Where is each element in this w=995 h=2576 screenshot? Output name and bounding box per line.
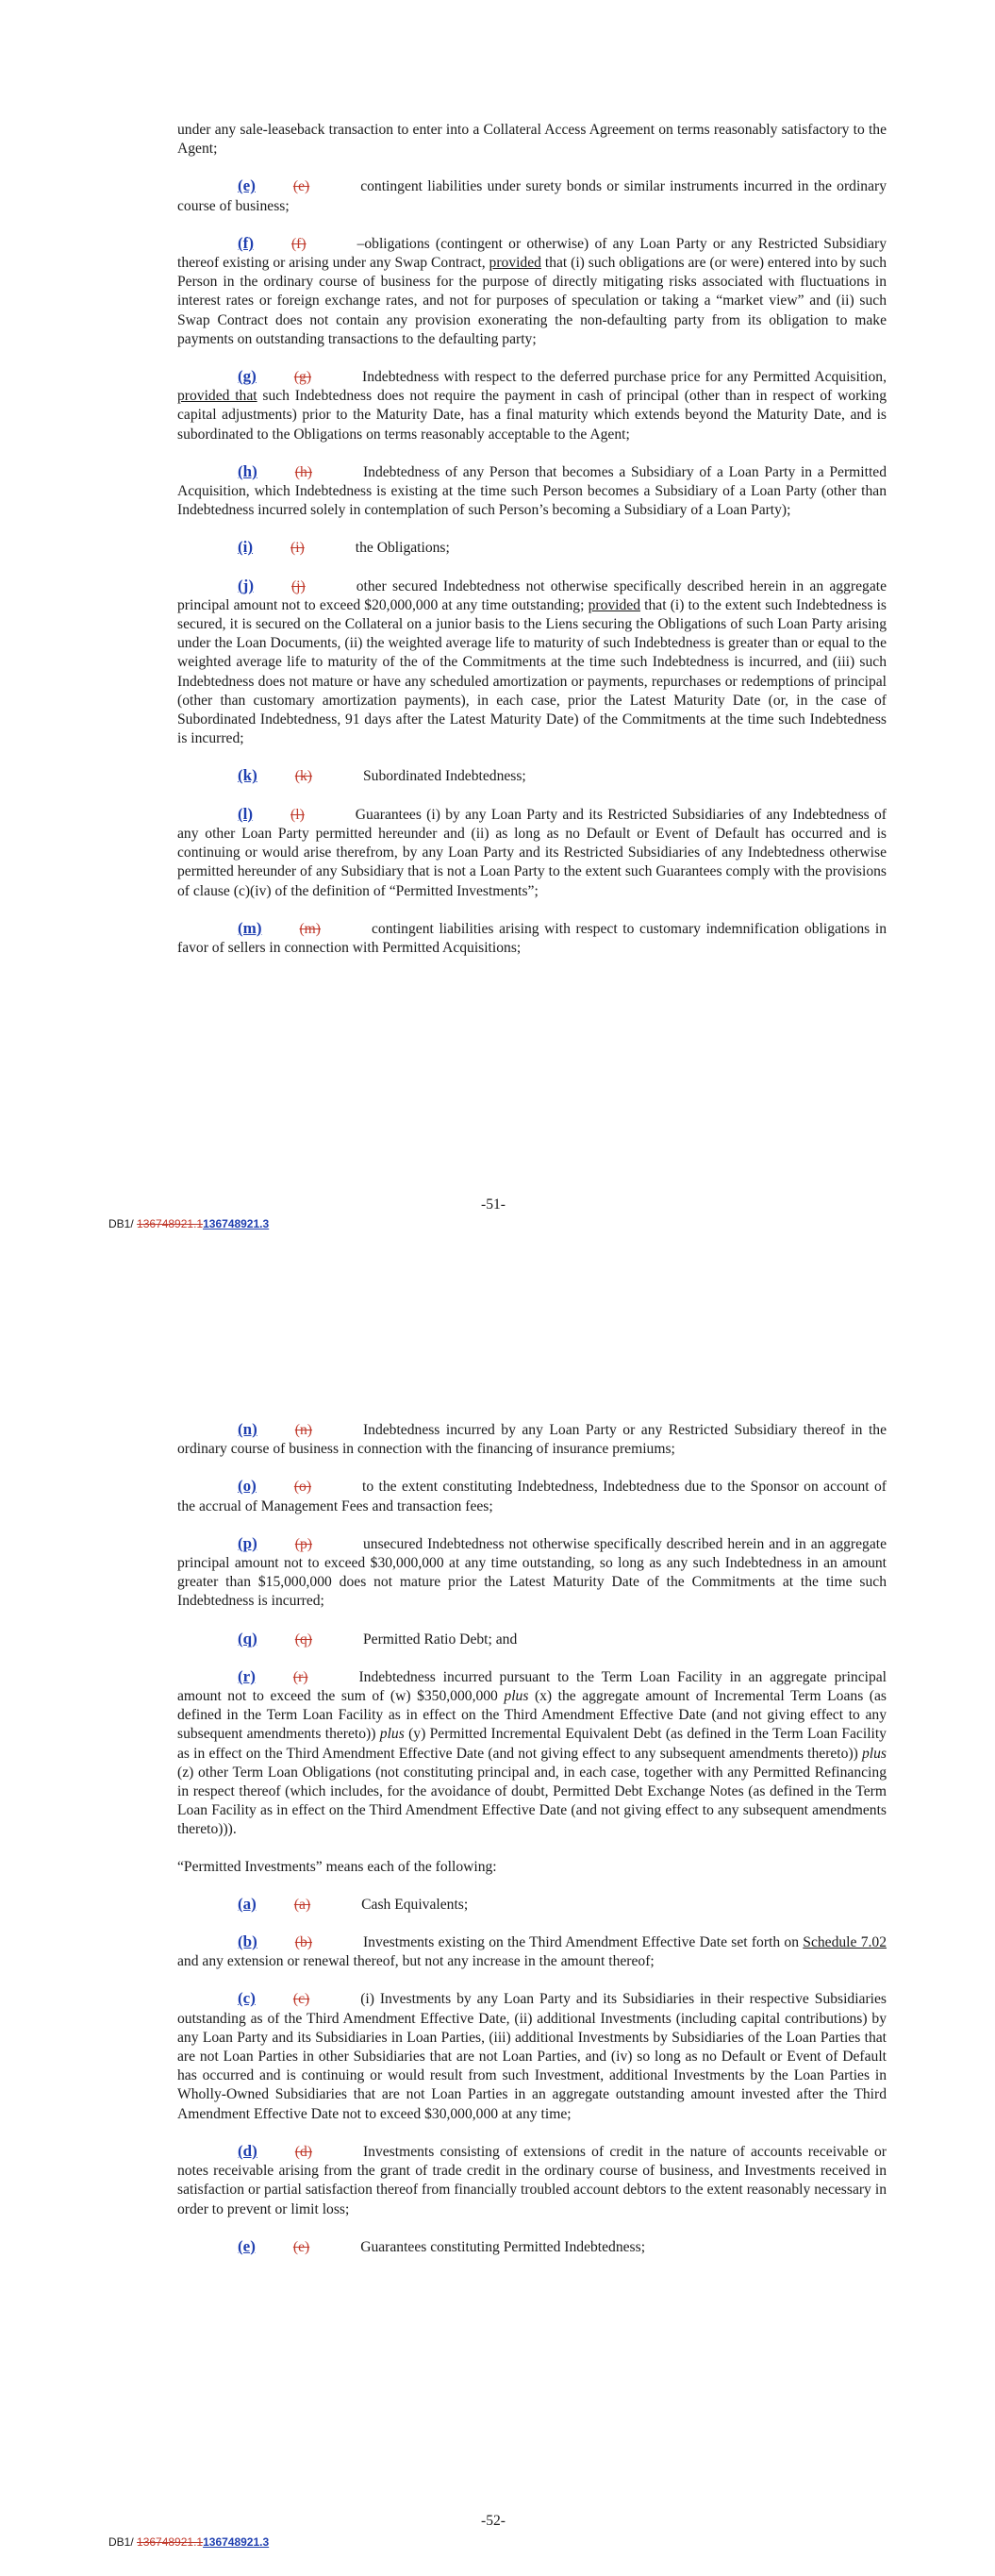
deleted-label: (j): [290, 577, 306, 594]
document-id-footer: [108, 1217, 269, 1230]
clause-text: Indebtedness of any Person that becomes a Subsidiary of a Loan Party in a Permitted Acquisition, which Indebtedness is existing at the time such Person becomes a Subsidiary of a Loan Party (other than Indebtedness incurred solely in contemplation of such Person’s becoming a Subsidiary of a Loan Party);: [177, 463, 887, 519]
clause-text: the Obligations;: [355, 540, 450, 557]
clause-text: Indebtedness incurred by any Loan Party or any Restricted Subsidiary thereof in the ordinary course of business in connection with the financing of insurance premiums;: [177, 1422, 887, 1458]
underlined-term: provided: [489, 255, 541, 272]
inserted-label: (p): [238, 1533, 257, 1552]
clause-text: Investments existing on the Third Amendment Effective Date set forth on: [362, 1934, 804, 1951]
clause-j: [177, 577, 887, 749]
investment-clause-a: [177, 1895, 887, 1915]
inserted-label: (q): [238, 1629, 257, 1648]
document-page-52: [0, 1250, 995, 2576]
clause-text: Indebtedness incurred pursuant to the Term Loan Facility in an aggregate principal amount not to exceed the sum of (w) $350,000,000: [177, 1668, 887, 1705]
deleted-label: (b): [294, 1934, 312, 1951]
deleted-label: (i): [290, 540, 305, 557]
clause-m: [177, 919, 887, 958]
inserted-label: (b): [238, 1932, 257, 1951]
clause-r: [177, 1667, 887, 1840]
italic-term: plus: [379, 1726, 405, 1743]
clause-text: Subordinated Indebtedness;: [362, 768, 526, 785]
underlined-term: provided that: [177, 388, 257, 405]
deleted-label: (e): [292, 2238, 310, 2255]
clause-e: [177, 176, 887, 215]
clause-text-4: (z) other Term Loan Obligations (not constituting principal and, in each case, together with any Permitted Refinancing in respect thereof (which includes, for the avoidance of doubt, Permitted Debt Exchange Notes (as defined in the Term Loan Facility as in effect on the Third Amendment Effective Date (and not giving effect to any subsequent amendments thereto))).: [177, 1764, 887, 1838]
inserted-label: (m): [238, 918, 262, 937]
clause-p: [177, 1534, 887, 1612]
inserted-label: (l): [238, 804, 254, 823]
page-52-body: [177, 1420, 887, 2275]
deleted-label: (p): [294, 1535, 312, 1552]
deleted-label: (l): [290, 806, 305, 823]
clause-text: to the extent constituting Indebtedness, Indebtedness due to the Sponsor on account of the accrual of Management Fees and transaction fees;: [177, 1479, 887, 1514]
doc-prefix: DB1/: [108, 1217, 138, 1230]
deleted-label: (m): [299, 920, 321, 937]
inserted-label: (d): [238, 2141, 257, 2160]
clause-text: Guarantees (i) by any Loan Party and its Restricted Subsidiaries of any Indebtedness of any other Loan Party permitted hereunder and (ii) as long as no Default or Event of Default has occurred and is continuing or would arise therefrom, by any Loan Party and its Restricted Subsidiaries of any Indebtedness otherwise permitted hereunder of any Subsidiary that is not a Loan Party to the extent such Guarantees comply with the provisions of clause (c)(iv) of the definition of “Permitted Investments”;: [177, 806, 887, 899]
document-page-51: [0, 0, 995, 1250]
clause-text: unsecured Indebtedness not otherwise specifically described herein and in an aggregate principal amount not to exceed $30,000,000 at any time outstanding, so long as any such Indebtedness in an amount greater than $15,000,000 does not mature prior the Latest Maturity Date of the Commitments at the time such Indebtedness is incurred;: [177, 1535, 887, 1610]
clause-q: [177, 1630, 887, 1649]
clause-g: [177, 367, 887, 444]
clause-text: Guarantees constituting Permitted Indebtedness;: [360, 2238, 646, 2255]
inserted-label: (j): [238, 576, 254, 594]
clause-h: [177, 462, 887, 521]
clause-text: contingent liabilities arising with respect to customary indemnification obligations in favor of sellers in connection with Permitted Acquisitions;: [177, 920, 887, 956]
deleted-label: (o): [293, 1479, 312, 1496]
new-doc-id: 136748921.3: [203, 1217, 270, 1230]
inserted-label: (i): [238, 538, 254, 557]
inserted-label: (o): [238, 1477, 257, 1496]
permitted-investments-definition: “Permitted Investments” means each of the following:: [177, 1858, 497, 1875]
italic-term: plus: [862, 1745, 887, 1762]
clause-k: [177, 766, 887, 786]
inserted-label: (e): [238, 176, 256, 195]
old-doc-id: 136748921.1: [137, 2535, 204, 2549]
deleted-label: (a): [293, 1896, 311, 1913]
clause-text-continued: and any extension or renewal thereof, but not any increase in the amount thereof;: [177, 1953, 655, 1970]
inserted-label: (e): [238, 2236, 256, 2255]
clause-o: [177, 1477, 887, 1515]
inserted-label: (c): [238, 1989, 256, 2008]
inserted-label: (a): [238, 1894, 257, 1913]
clause-f: [177, 234, 887, 349]
page-number: -52-: [481, 2513, 506, 2529]
inserted-label: (f): [238, 233, 254, 252]
continuation-paragraph: under any sale-leaseback transaction to enter into a Collateral Access Agreement on terms reasonably satisfactory to the Agent;: [177, 122, 887, 158]
deleted-label: (q): [294, 1631, 312, 1648]
italic-term: plus: [504, 1688, 529, 1705]
old-doc-id: 136748921.1: [137, 1217, 204, 1230]
deleted-label: (h): [294, 463, 312, 480]
inserted-label: (g): [238, 367, 257, 386]
deleted-label: (d): [294, 2143, 312, 2160]
clause-text: Indebtedness with respect to the deferred purchase price for any Permitted Acquisition,: [362, 369, 887, 386]
clause-text: other secured Indebtedness not otherwise specifically described herein in an aggregate principal amount not to exceed $20,000,000 at any time outstanding;: [177, 577, 887, 613]
clause-text: contingent liabilities under surety bonds or similar instruments incurred in the ordinary course of business;: [177, 178, 887, 214]
page-51-body: [177, 121, 887, 976]
deleted-label: (g): [293, 369, 312, 386]
clause-text-continued: that (i) to the extent such Indebtedness is secured, it is secured on the Collateral on a junior basis to the Liens securing the Obligations of such Loan Party arising under the Loan Documents, (ii) the weighted average life to maturity of such Indebtedness is greater than or equal to the weighted average life to maturity of the of the Commitments at the time such Indebtedness is incurred, and (iii) such Indebtedness does not mature or have any scheduled amortization or payments, repurchases or redemptions of principal (other than customary amortization payments), in each case, prior the Latest Maturity Date (or, in the case of Subordinated Indebtedness, 91 days after the Latest Maturity Date) of the Commitments at the time such Indebtedness is incurred;: [177, 596, 887, 747]
investment-clause-b: [177, 1932, 887, 1971]
inserted-label: (n): [238, 1420, 257, 1438]
clause-i: [177, 538, 887, 558]
page-number: -51-: [481, 1196, 506, 1213]
clause-l: [177, 805, 887, 901]
deleted-label: (n): [294, 1422, 312, 1438]
clause-text-2: (x) the aggregate amount of Incremental Term Loans (as defined in the Term Loan Facility as in effect on the Third Amendment Effective Date (and not giving effect to any subsequent amendments thereto)): [177, 1688, 887, 1743]
inserted-label: (h): [238, 461, 257, 480]
clause-text-continued: such Indebtedness does not require the payment in cash of principal (other than in respect of working capital adjustments) prior to the Maturity Date, has a final maturity which extends beyond the Maturity Date, and is subordinated to the Obligations on terms reasonably acceptable to the Agent;: [177, 388, 887, 443]
underlined-term: provided: [588, 596, 641, 613]
clause-text-continued: that (i) such obligations are (or were) entered into by such Person in the ordinary course of business for the purpose of directly mitigating risks associated with fluctuations in interest rates or foreign exchange rates, and not for purposes of speculation or taking a “market view” and (ii) such Swap Contract does not contain any provision exonerating the non-defaulting party from its obligation to make payments on outstanding transactions to the defaulting party;: [177, 255, 887, 347]
inserted-label: (r): [238, 1666, 256, 1685]
underlined-term: Schedule 7.02: [803, 1934, 887, 1951]
investment-clause-c: [177, 1989, 887, 2123]
deleted-label: (e): [292, 178, 310, 195]
investment-clause-d: [177, 2142, 887, 2219]
clause-text: –obligations (contingent or otherwise) of any Loan Party or any Restricted Subsidiary thereof existing or arising under any Swap Contract,: [177, 235, 887, 272]
clause-n: [177, 1420, 887, 1459]
deleted-label: (f): [290, 235, 307, 252]
deleted-label: (r): [292, 1668, 308, 1685]
clause-text: Investments consisting of extensions of credit in the nature of accounts receivable or notes receivable arising from the grant of trade credit in the ordinary course of business, and Investments received in satisfaction or partial satisfaction thereof from financially troubled account debtors to the extent reasonably necessary in order to prevent or limit loss;: [177, 2143, 887, 2217]
clause-text: Permitted Ratio Debt; and: [362, 1631, 518, 1648]
clause-text: Cash Equivalents;: [361, 1896, 469, 1913]
new-doc-id: 136748921.3: [203, 2535, 270, 2549]
document-id-footer: [108, 2535, 269, 2549]
deleted-label: (c): [292, 1991, 310, 2008]
investment-clause-e: [177, 2237, 887, 2257]
deleted-label: (k): [294, 768, 312, 785]
clause-text: (i) Investments by any Loan Party and its Subsidiaries in their respective Subsidiaries outstanding as of the Third Amendment Effective Date, (ii) additional Investments (including capital contributions) by any Loan Party and its Subsidiaries in Loan Parties, (iii) additional Investments by Subsidiaries of the Loan Parties that are not Loan Parties in other Subsidiaries that are not Loan Parties, and (iv) so long as no Default or Event of Default has occurred and is continuing or would result from such Investment, additional Investments by the Loan Parties in Wholly-Owned Subsidiaries that are not Loan Parties in an aggregate outstanding amount invested after the Third Amendment Effective Date not to exceed $30,000,000 at any time;: [177, 1991, 887, 2122]
inserted-label: (k): [238, 766, 257, 785]
clause-text-3: (y) Permitted Incremental Equivalent Debt (as defined in the Term Loan Facility as in effect on the Third Amendment Effective Date (and not giving effect to any subsequent amendments thereto)): [177, 1726, 887, 1762]
doc-prefix: DB1/: [108, 2535, 138, 2549]
